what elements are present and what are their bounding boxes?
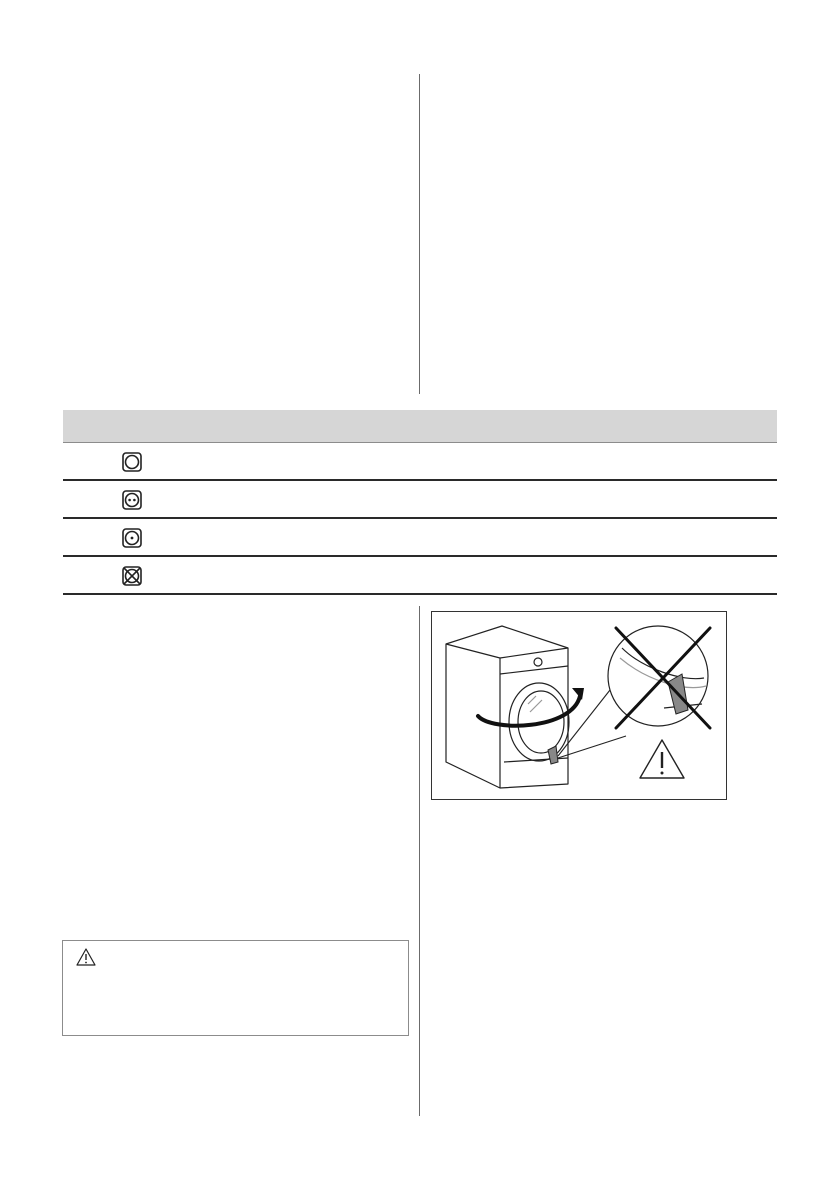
- warning-triangle-icon: [76, 948, 96, 966]
- care-symbol-table: [63, 410, 777, 595]
- table-row: [63, 481, 777, 519]
- table-row: [63, 443, 777, 481]
- tumble-dry-circle-icon: [121, 451, 143, 473]
- column-divider-bottom: [419, 606, 420, 1116]
- warning-triangle-icon: [640, 740, 684, 778]
- dryer-door-illustration: [431, 611, 727, 800]
- table-header: [63, 410, 777, 443]
- tumble-dry-two-dots-icon: [121, 489, 143, 511]
- tumble-dry-one-dot-icon: [121, 527, 143, 549]
- column-divider-top: [419, 74, 420, 394]
- warning-box: [62, 940, 409, 1036]
- do-not-tumble-dry-icon: [121, 565, 143, 587]
- table-row: [63, 557, 777, 595]
- table-row: [63, 519, 777, 557]
- dryer-drawing: [432, 612, 726, 799]
